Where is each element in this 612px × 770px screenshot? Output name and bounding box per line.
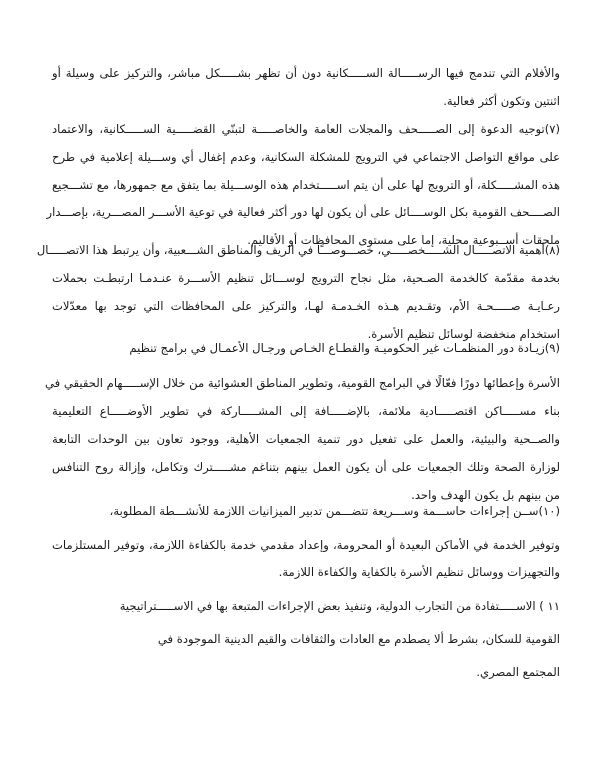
list-item-11-line: ١١ ) الاســـــتفادة من التجارب الدولية، وتنفيذ بعض الإجراءات المتبعة بها في الاســـــتراتيجية — [119, 599, 560, 613]
list-item-7-line: (٧)توجيه الدعوة إلى الصـــــحف والمجلات العامة والخاصـــــة لتبنّي القضـــــية الســـــكانية، والاعتماد — [52, 122, 560, 136]
text-line: المجتمع المصري. — [476, 665, 560, 679]
list-item-9-line: (٩)زيـادة دور المنظمـات غير الحكوميـة والقطـاع الخـاص ورجـال الأعمـال في برامج تنظيم — [129, 341, 560, 355]
text-line: لوزارة الصحة وتلك الجمعيات على أن يكون العمل بينهم بتناغم مشـــــترك وتكامل، وإزالة روح التنافس — [52, 460, 560, 474]
text-line: استخدام منخفضة لوسائل تنظيم الأسرة. — [367, 327, 560, 341]
text-line: هذه المشـــــكلة، أو الترويج لها على أن يتم اســـــتخدام هذه الوســـيلة بما يتفق مع جمهورها، مع تشـــجيع — [52, 178, 560, 192]
text-line: الصــــحف القومية بكل الوســــائل على أن يكون لها دور أكثر فعالية في توعية الأســـر المصـــرية، بإصـــدار — [46, 205, 560, 219]
text-line: والتجهيزات ووسائل تنظيم الأسرة بالكفاية والكفاءة اللازمة. — [278, 565, 560, 579]
text-line: وتوفير الخدمة في الأماكن البعيدة أو المحرومة، وإعداد مقدمي خدمة بالكفاءة اللازمة، وتوفير المستلزمات — [52, 538, 560, 552]
text-line: الأسرة وإعطائها دورًا فعّالًا في البرامج القومية، وتطوير المناطق العشوائية من خلال الإســـــهام الحقيقي في — [44, 376, 560, 390]
text-line: ملحقات أســبوعية محلية، إما على مستوى المحافظات أو الأقاليم. — [247, 233, 560, 247]
list-item-8-line: (٨)أهمية الاتصـــــال الشـــــخصـــــي، خصـــوصـــًا في الريف والمناطق الشـــعبية، وأن يرتبط هذا الاتصـــــال — [36, 243, 560, 257]
text-line: بناء مســـــاكن اقتصـــــادية ملائمة، بالإضـــــافة إلى المشـــــاركة في تطوير الأوضـــــاع التعليمية — [52, 404, 560, 418]
text-line: اثنتين وتكون أكثر فعالية. — [443, 94, 560, 108]
text-line: والصــحية والبيئية، والعمل على تفعيل دور تنمية الجمعيات الأهلية، ووجود تعاون بين الوحدات التابعة — [52, 432, 560, 446]
text-line: رعـايـة صـــــحـة الأم، وتقـديم هـذه الخـدمـة لهـا، والتركيز على المحافظات التي توجد بها معدّلات — [52, 299, 560, 313]
text-line: على مواقع التواصل الاجتماعي في الترويج للمشكلة السكانية، وعدم إغفال أي وســـيلة إعلامية في طرح — [52, 150, 560, 164]
list-item-10-line: (١٠)ســن إجراءات حاســـمة وســـريعة تتضـــمن تدبير الميزانيات اللازمة للأنشـــطة المطلوبة، — [109, 504, 560, 518]
text-line: القومية للسكان، بشرط ألا يصطدم مع العادات والثقافات والقيم الدينية الموجودة في — [157, 632, 560, 646]
text-line: بخدمة مقدّمة كالخدمة الصـحية، مثل نجاح الترويج لوســـائل تنظيم الأســـرة عنـدمـا ارتبطـت بحملات — [52, 271, 560, 285]
text-line: والأفلام التي تندمج فيها الرســـــالة الســـــكانية دون أن تظهر بشـــــكل مباشر، والتركيز على وسيلة أو — [52, 66, 560, 80]
text-line: من بينهم بل يكون الهدف واحد. — [411, 488, 560, 502]
